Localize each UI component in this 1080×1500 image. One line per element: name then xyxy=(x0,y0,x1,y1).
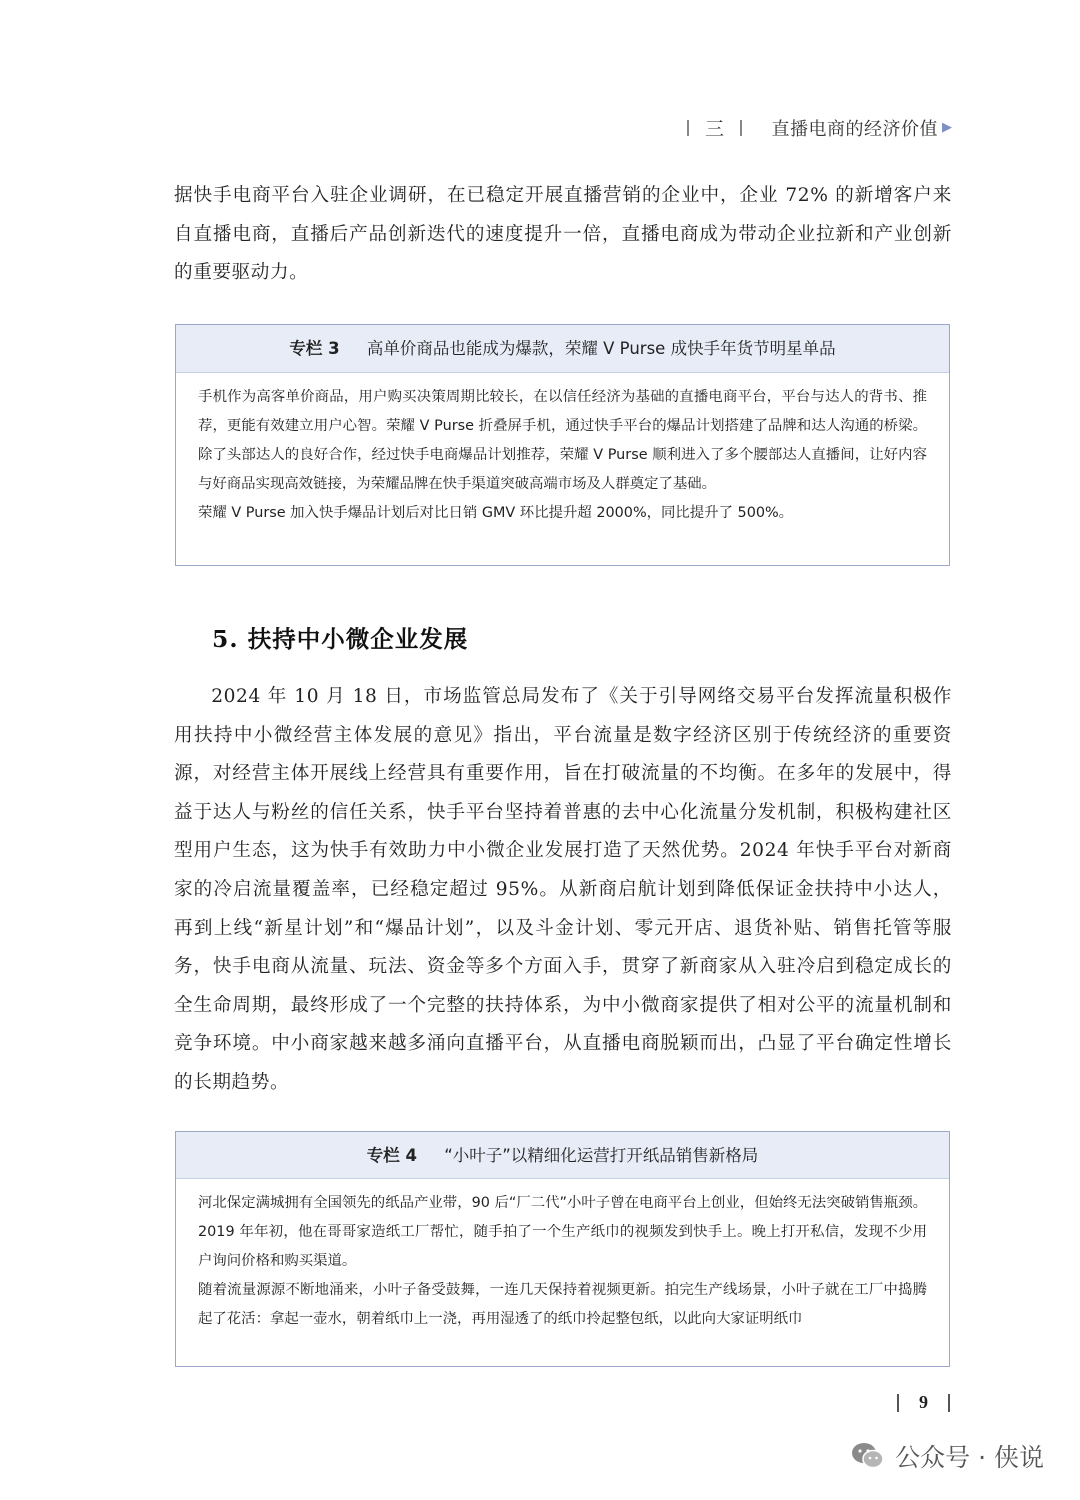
chapter-title: 直播电商的经济价值 xyxy=(771,118,938,140)
box-4-paragraph: 随着流量源源不断地涌来，小叶子备受鼓舞，一连几天保持着视频更新。拍完生产线场景，小叶子就在工厂中捣腾起了花活：拿起一壶水，朝着纸巾上一浇，再用湿透了的纸巾拎起整包纸，以此向大家证明纸巾 xyxy=(198,1282,927,1327)
sidebar-box-3 xyxy=(175,324,950,566)
box-4-title: “小叶子”以精细化运营打开纸品销售新格局 xyxy=(444,1146,759,1165)
section-paragraph: 2024 年 10 月 18 日，市场监管总局发布了《关于引导网络交易平台发挥流量积极作用扶持中小微经营主体发展的意见》指出，平台流量是数字经济区别于传统经济的重要资源，对经营主体开展线上经营具有重要作用，旨在打破流量的不均衡。在多年的发展中，得益于达人与粉丝的信任关系，快手平台坚持着普惠的去中心化流量分发机制，积极构建社区型用户生态，这为快手有效助力中小微企业发展打造了天然优势。2024 年快手平台对新商家的冷启流量覆盖率，已经稳定超过 95%。从新商启航计划到降低保证金扶持中小达人，再到上线“新星计划”和“爆品计划”，以及斗金计划、零元开店、退货补贴、销售托管等服务，快手电商从流量、玩法、资金等多个方面入手，贯穿了新商家从入驻冷启到稳定成长的全生命周期，最终形成了一个完整的扶持体系，为中小微商家提供了相对公平的流量机制和竞争环境。中小商家越来越多涌向直播平台，从直播电商脱颖而出，凸显了平台确定性增长的长期趋势。 xyxy=(174,686,952,1093)
box-3-paragraph: 荣耀 V Purse 加入快手爆品计划后对比日销 GMV 环比提升超 2000%，同比提升了 500%。 xyxy=(198,505,794,521)
box-4-header xyxy=(176,1132,949,1179)
page-number: 9 xyxy=(919,1392,928,1412)
box-3-header xyxy=(176,325,949,373)
box-3-label: 专栏 3 xyxy=(289,339,340,358)
watermark xyxy=(851,1438,1044,1474)
box-3-paragraph: 手机作为高客单价商品，用户购买决策周期比较长，在以信任经济为基础的直播电商平台，平台与达人的背书、推荐，更能有效建立用户心智。荣耀 V Purse 折叠屏手机，通过快手平台的爆品计划搭建了品牌和达人沟通的桥梁。除了头部达人的良好合作，经过快手电商爆品计划推荐，荣耀 V Purse 顺利进入了多个腰部达人直播间，让好内容与好商品实现高效链接，为荣耀品牌在快手渠道突破高端市场及人群奠定了基础。 xyxy=(198,389,927,492)
box-4-paragraph: 河北保定满城拥有全国领先的纸品产业带，90 后“厂二代”小叶子曾在电商平台上创业，但始终无法突破销售瓶颈。2019 年年初，他在哥哥家造纸工厂帮忙，随手拍了一个生产纸巾的视频发到快手上。晚上打开私信，发现不少用户询问价格和购买渠道。 xyxy=(198,1195,927,1269)
header-triangle-icon: ▶ xyxy=(942,120,952,135)
box-3-title: 高单价商品也能成为爆款，荣耀 V Purse 成快手年货节明星单品 xyxy=(366,339,836,358)
section-heading: 5. 扶持中小微企业发展 xyxy=(212,625,469,653)
intro-paragraph: 据快手电商平台入驻企业调研，在已稳定开展直播营销的企业中，企业 72% 的新增客户来自直播电商，直播后产品创新迭代的速度提升一倍，直播电商成为带动企业拉新和产业创新的重要驱动力。 xyxy=(174,185,952,284)
box-4-label: 专栏 4 xyxy=(366,1146,417,1165)
page-number-block xyxy=(897,1392,950,1413)
running-header xyxy=(687,114,952,141)
page-number-divider-left xyxy=(897,1394,899,1412)
chapter-number: 三 xyxy=(704,118,724,140)
page-number-divider-right xyxy=(948,1394,950,1412)
box-3-body xyxy=(176,373,949,528)
header-divider-left xyxy=(687,120,689,136)
box-4-body xyxy=(176,1179,949,1367)
header-divider-right xyxy=(740,120,742,136)
watermark-text: 公众号 · 侠说 xyxy=(895,1443,1044,1472)
wechat-icon xyxy=(851,1441,885,1471)
sidebar-box-4 xyxy=(175,1131,950,1367)
